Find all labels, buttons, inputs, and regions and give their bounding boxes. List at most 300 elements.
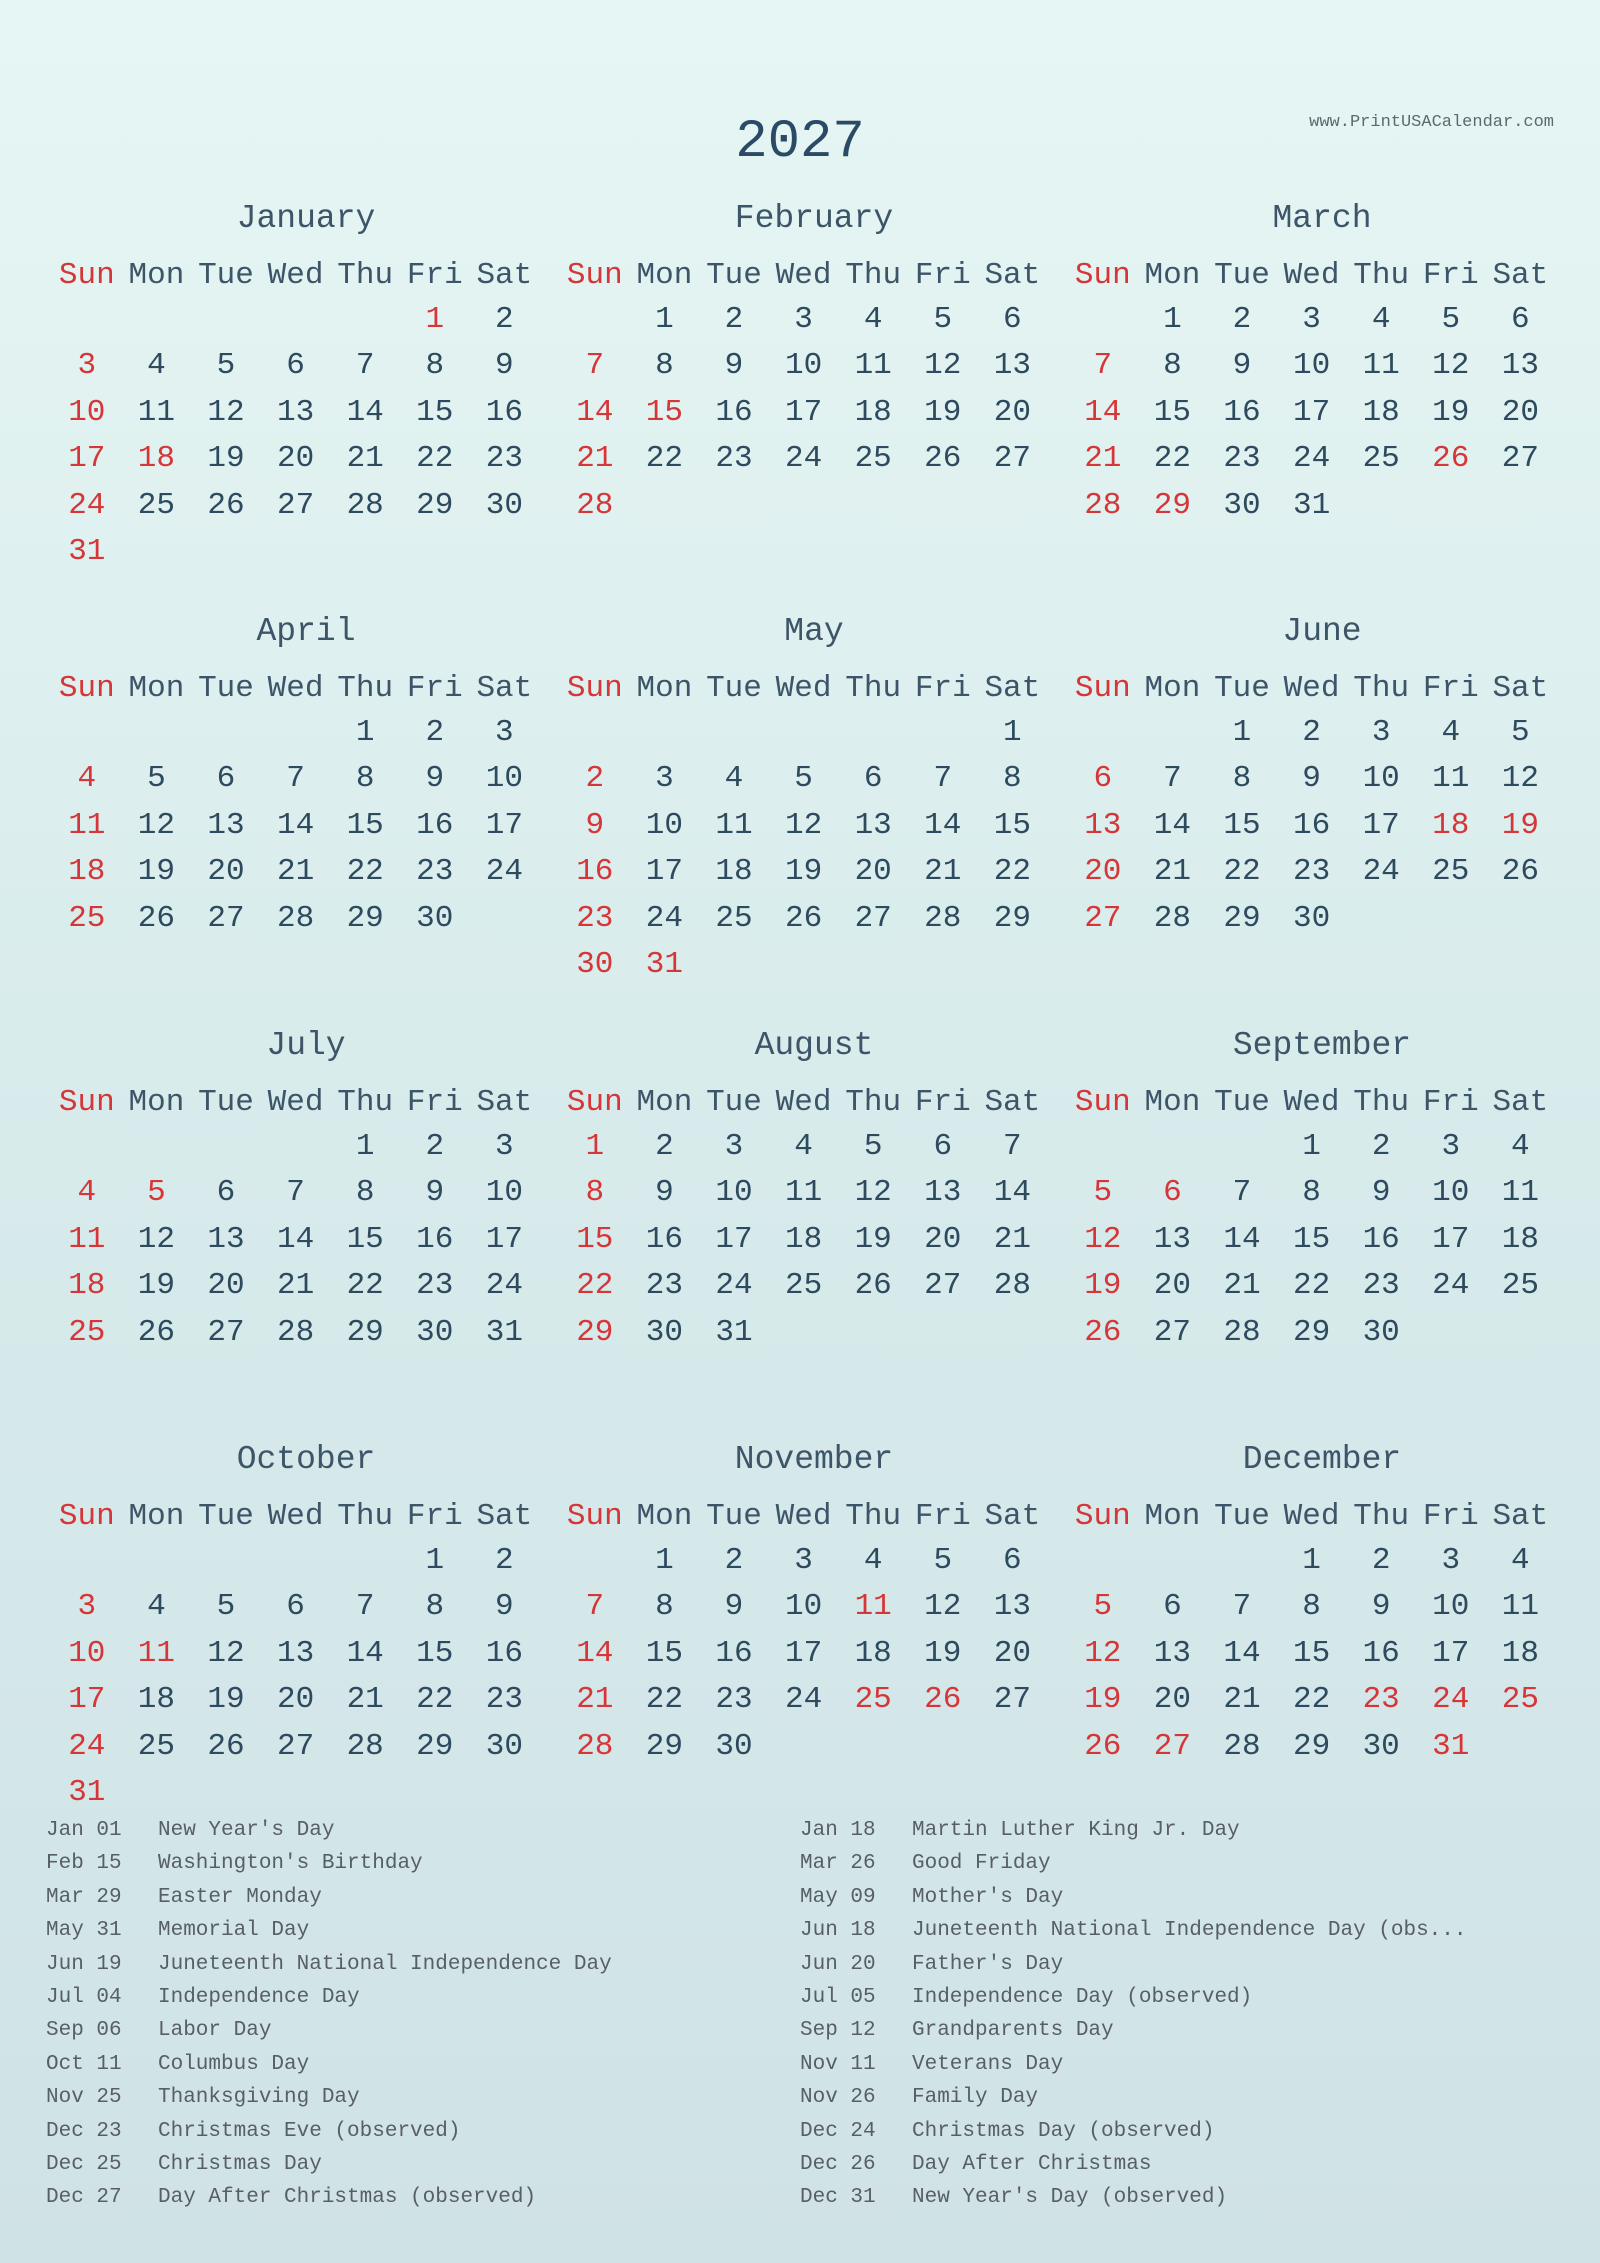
day-cell: 28 <box>924 900 962 936</box>
day-cell: 17 <box>645 854 683 890</box>
day-cell: 24 <box>1362 854 1400 890</box>
month-june <box>1068 613 1576 942</box>
day-cell: 2 <box>724 1543 744 1578</box>
day-cell: 26 <box>1084 1728 1122 1764</box>
weekday-label: Fri <box>1422 1085 1479 1120</box>
day-cell: 26 <box>924 1682 962 1718</box>
day-cell: 27 <box>1153 1314 1191 1350</box>
weekday-label: Sat <box>476 671 533 706</box>
day-cell: 20 <box>854 854 892 890</box>
empty-day-cell <box>838 710 908 756</box>
day-cell: 5 <box>933 1543 953 1578</box>
weekday-header <box>1068 1085 1576 1120</box>
month-title: April <box>256 613 356 650</box>
day-grid <box>52 1124 560 1356</box>
day-cell: 12 <box>854 1175 892 1211</box>
weekday-header <box>560 258 1068 293</box>
weekday-label: Sun <box>566 671 623 706</box>
day-cell: 13 <box>993 1589 1031 1625</box>
day-cell: 6 <box>1163 1175 1182 1211</box>
weekday-label: Sun <box>566 1085 623 1120</box>
holiday-row <box>800 2186 1560 2219</box>
weekday-label: Fri <box>1422 671 1479 706</box>
day-grid <box>560 710 1068 988</box>
day-cell: 11 <box>1501 1589 1539 1625</box>
day-cell: 15 <box>993 807 1031 843</box>
day-cell: 14 <box>993 1175 1031 1211</box>
weekday-label: Sat <box>1492 1499 1549 1534</box>
holiday-date: Mar 29 <box>46 1885 122 1909</box>
day-cell: 23 <box>645 1268 683 1304</box>
day-cell: 11 <box>784 1175 823 1211</box>
day-cell: 30 <box>576 946 614 982</box>
day-cell: 25 <box>1432 854 1470 890</box>
day-cell: 23 <box>416 1268 454 1304</box>
empty-day-cell <box>261 1124 331 1170</box>
day-cell: 7 <box>355 1589 375 1625</box>
holiday-row <box>800 1986 1560 2019</box>
day-cell: 6 <box>1003 1543 1022 1578</box>
day-cell: 27 <box>207 1314 245 1350</box>
empty-day-cell <box>191 710 261 756</box>
holiday-date: Jul 05 <box>800 1985 876 2009</box>
holiday-date: Jan 18 <box>800 1819 876 1842</box>
day-grid <box>560 1538 1068 1770</box>
day-cell: 7 <box>286 761 305 797</box>
day-cell: 19 <box>784 854 823 890</box>
month-title: August <box>754 1027 874 1064</box>
day-cell: 15 <box>645 1635 683 1671</box>
day-cell: 13 <box>1153 1221 1191 1257</box>
day-cell: 27 <box>924 1268 962 1304</box>
day-cell: 31 <box>68 533 106 569</box>
day-cell: 12 <box>1432 348 1470 384</box>
weekday-label: Wed <box>267 671 324 706</box>
day-cell: 14 <box>276 807 315 843</box>
weekday-label: Thu <box>337 258 394 293</box>
day-cell: 15 <box>1292 1635 1331 1671</box>
holiday-row <box>800 2086 1560 2119</box>
weekday-label: Wed <box>775 258 832 293</box>
empty-day-cell <box>261 1538 331 1584</box>
weekday-label: Mon <box>636 1085 693 1120</box>
day-cell: 5 <box>216 348 236 384</box>
day-cell: 25 <box>854 441 892 477</box>
day-cell: 1 <box>425 1543 445 1578</box>
holiday-date: Feb 15 <box>46 1852 122 1876</box>
weekday-header <box>560 671 1068 706</box>
day-cell: 8 <box>655 1589 674 1625</box>
day-cell: 15 <box>1223 807 1261 843</box>
weekday-label: Mon <box>1144 258 1201 293</box>
holiday-name: Washington's Birthday <box>158 1852 423 1876</box>
day-cell: 23 <box>1362 1682 1400 1718</box>
day-cell: 17 <box>1362 807 1400 843</box>
day-cell: 8 <box>425 1589 445 1625</box>
weekday-label: Sun <box>1074 671 1131 706</box>
day-cell: 2 <box>495 1543 514 1578</box>
weekday-label: Sun <box>58 671 115 706</box>
weekday-label: Sat <box>1492 1085 1549 1120</box>
weekday-label: Mon <box>128 1085 185 1120</box>
weekday-label: Fri <box>1422 258 1479 293</box>
day-cell: 13 <box>854 807 892 843</box>
day-cell: 23 <box>1362 1268 1400 1304</box>
day-cell: 1 <box>1302 1129 1321 1164</box>
day-cell: 8 <box>1163 348 1182 384</box>
day-cell: 29 <box>993 900 1031 936</box>
day-cell: 16 <box>576 854 614 890</box>
day-cell: 30 <box>1362 1728 1400 1764</box>
empty-day-cell <box>122 1538 192 1584</box>
weekday-label: Sun <box>58 1499 115 1534</box>
holiday-date: Jun 18 <box>800 1919 876 1943</box>
weekday-label: Mon <box>1144 1499 1201 1534</box>
day-cell: 22 <box>1292 1268 1331 1304</box>
day-cell: 18 <box>854 1635 892 1671</box>
weekday-label: Thu <box>845 258 902 293</box>
day-cell: 28 <box>276 900 315 936</box>
day-cell: 6 <box>863 761 883 797</box>
empty-day-cell <box>191 297 261 343</box>
day-cell: 18 <box>1501 1221 1539 1257</box>
day-cell: 12 <box>137 1221 175 1257</box>
holiday-row <box>46 2120 806 2153</box>
weekday-label: Fri <box>406 1499 463 1534</box>
day-cell: 26 <box>137 1314 175 1350</box>
day-cell: 24 <box>1432 1682 1470 1718</box>
day-cell: 18 <box>137 1682 175 1718</box>
day-cell: 12 <box>924 348 962 384</box>
holiday-row <box>46 1953 806 1986</box>
day-cell: 11 <box>854 348 892 384</box>
day-cell: 14 <box>924 807 962 843</box>
day-cell: 9 <box>425 761 445 797</box>
day-cell: 19 <box>137 854 175 890</box>
empty-day-cell <box>560 710 630 756</box>
day-cell: 1 <box>1232 715 1252 750</box>
holiday-date: Nov 26 <box>800 2086 876 2110</box>
day-cell: 9 <box>495 348 514 384</box>
holiday-row <box>800 2019 1560 2052</box>
weekday-label: Mon <box>128 258 185 293</box>
holiday-date: Jun 19 <box>46 1952 122 1976</box>
day-cell: 3 <box>1302 302 1321 337</box>
weekday-label: Fri <box>914 258 971 293</box>
day-cell: 20 <box>1153 1682 1191 1718</box>
month-title: December <box>1242 1441 1402 1478</box>
weekday-header <box>52 1499 560 1534</box>
weekday-label: Sun <box>566 1499 623 1534</box>
day-cell: 7 <box>1163 761 1182 797</box>
empty-day-cell <box>1068 1538 1138 1584</box>
day-cell: 11 <box>137 1635 175 1671</box>
day-cell: 30 <box>416 1314 454 1350</box>
holiday-date: Nov 25 <box>46 2086 122 2110</box>
day-cell: 19 <box>1084 1268 1122 1304</box>
day-grid <box>1068 710 1576 942</box>
day-cell: 7 <box>585 1589 605 1625</box>
day-cell: 20 <box>207 854 245 890</box>
empty-day-cell <box>52 1124 122 1170</box>
weekday-label: Wed <box>267 1499 324 1534</box>
day-cell: 27 <box>854 900 892 936</box>
day-cell: 18 <box>1501 1635 1539 1671</box>
day-cell: 29 <box>1292 1314 1331 1350</box>
day-cell: 29 <box>645 1728 683 1764</box>
day-cell: 21 <box>1153 854 1191 890</box>
day-cell: 24 <box>784 441 823 477</box>
empty-day-cell <box>1068 1124 1138 1170</box>
holiday-name: New Year's Day (observed) <box>912 2186 1228 2210</box>
day-cell: 14 <box>346 394 384 430</box>
day-cell: 27 <box>276 1728 315 1764</box>
day-cell: 4 <box>1371 302 1391 337</box>
day-cell: 28 <box>993 1268 1031 1304</box>
weekday-label: Sat <box>476 258 533 293</box>
day-cell: 29 <box>1223 900 1261 936</box>
day-cell: 11 <box>715 807 753 843</box>
day-cell: 30 <box>715 1728 753 1764</box>
day-cell: 9 <box>655 1175 674 1211</box>
day-cell: 14 <box>1223 1221 1261 1257</box>
day-cell: 5 <box>1093 1589 1113 1625</box>
day-cell: 12 <box>924 1589 962 1625</box>
day-cell: 31 <box>645 946 683 982</box>
day-cell: 25 <box>1501 1682 1539 1718</box>
day-cell: 7 <box>1003 1129 1022 1164</box>
day-cell: 1 <box>425 302 445 337</box>
day-cell: 10 <box>68 394 106 430</box>
day-cell: 21 <box>346 441 384 477</box>
day-cell: 29 <box>346 900 384 936</box>
day-cell: 28 <box>1153 900 1191 936</box>
day-cell: 10 <box>715 1175 753 1211</box>
holiday-name: Labor Day <box>158 2019 272 2043</box>
weekday-label: Thu <box>337 671 394 706</box>
day-cell: 23 <box>576 900 614 936</box>
day-cell: 13 <box>207 1221 245 1257</box>
holiday-date: Sep 06 <box>46 2019 122 2043</box>
month-title: June <box>1282 613 1362 650</box>
day-grid <box>1068 297 1576 529</box>
holiday-date: Jan 01 <box>46 1819 122 1842</box>
day-cell: 3 <box>495 715 514 750</box>
weekday-header <box>1068 1499 1576 1534</box>
weekday-label: Tue <box>706 1499 762 1534</box>
month-november <box>560 1441 1068 1770</box>
day-cell: 7 <box>1232 1589 1252 1625</box>
day-cell: 24 <box>485 854 523 890</box>
holiday-row <box>800 2153 1560 2186</box>
day-cell: 3 <box>495 1129 514 1164</box>
day-cell: 30 <box>1292 900 1331 936</box>
day-cell: 8 <box>655 348 674 384</box>
day-cell: 26 <box>1084 1314 1122 1350</box>
holiday-row <box>46 1886 806 1919</box>
day-cell: 24 <box>715 1268 753 1304</box>
day-cell: 1 <box>585 1129 605 1164</box>
day-cell: 12 <box>207 1635 245 1671</box>
empty-day-cell <box>560 1538 630 1584</box>
day-cell: 16 <box>1362 1635 1400 1671</box>
day-cell: 26 <box>784 900 823 936</box>
day-cell: 6 <box>216 1175 236 1211</box>
day-cell: 20 <box>924 1221 962 1257</box>
day-cell: 5 <box>1511 715 1530 750</box>
holiday-date: May 31 <box>46 1919 122 1943</box>
empty-day-cell <box>52 1538 122 1584</box>
day-cell: 10 <box>1362 761 1400 797</box>
day-grid <box>52 297 560 575</box>
holiday-name: Easter Monday <box>158 1885 322 1909</box>
weekday-label: Tue <box>706 1085 762 1120</box>
holiday-name: Thanksgiving Day <box>158 2086 360 2110</box>
month-january <box>52 200 560 575</box>
day-cell: 8 <box>1302 1175 1321 1211</box>
day-cell: 31 <box>1292 487 1331 523</box>
day-cell: 4 <box>1441 715 1461 750</box>
day-grid <box>560 1124 1068 1356</box>
weekday-label: Wed <box>775 1085 832 1120</box>
holiday-row <box>46 1919 806 1952</box>
day-cell: 30 <box>645 1314 683 1350</box>
day-cell: 25 <box>715 900 753 936</box>
day-cell: 26 <box>207 487 245 523</box>
day-cell: 26 <box>924 441 962 477</box>
day-cell: 9 <box>724 1589 744 1625</box>
day-grid <box>1068 1538 1576 1770</box>
day-cell: 23 <box>416 854 454 890</box>
day-cell: 23 <box>485 441 523 477</box>
holiday-row <box>46 1819 806 1852</box>
day-cell: 9 <box>585 807 605 843</box>
weekday-label: Mon <box>128 1499 185 1534</box>
day-cell: 26 <box>1432 441 1470 477</box>
weekday-label: Tue <box>198 258 254 293</box>
weekday-label: Sun <box>58 258 115 293</box>
day-cell: 4 <box>863 302 883 337</box>
holiday-date: Dec 31 <box>800 2186 876 2210</box>
day-cell: 22 <box>1153 441 1191 477</box>
weekday-header <box>1068 671 1576 706</box>
day-cell: 15 <box>416 394 454 430</box>
holiday-name: Christmas Day <box>158 2152 322 2176</box>
empty-day-cell <box>908 710 978 756</box>
holiday-name: Good Friday <box>912 1852 1051 1876</box>
day-cell: 21 <box>276 1268 315 1304</box>
holiday-date: Dec 23 <box>46 2119 122 2143</box>
day-cell: 26 <box>207 1728 245 1764</box>
day-cell: 29 <box>346 1314 384 1350</box>
weekday-header <box>560 1085 1068 1120</box>
empty-day-cell <box>122 710 192 756</box>
day-grid <box>52 710 560 942</box>
month-september <box>1068 1027 1576 1356</box>
holiday-name: New Year's Day <box>158 1819 335 1842</box>
day-cell: 16 <box>1292 807 1331 843</box>
holiday-name: Christmas Eve (observed) <box>158 2119 461 2143</box>
day-cell: 19 <box>137 1268 175 1304</box>
day-cell: 2 <box>1371 1129 1391 1164</box>
month-title: January <box>236 200 376 237</box>
holiday-date: Oct 11 <box>46 2052 122 2076</box>
day-cell: 17 <box>1432 1635 1470 1671</box>
weekday-label: Wed <box>1283 1499 1340 1534</box>
weekday-label: Sat <box>984 1085 1041 1120</box>
weekday-label: Wed <box>775 1499 832 1534</box>
day-cell: 25 <box>137 1728 175 1764</box>
day-cell: 1 <box>1302 1543 1321 1578</box>
day-cell: 13 <box>1084 807 1122 843</box>
day-cell: 12 <box>1501 761 1539 797</box>
day-cell: 18 <box>68 854 106 890</box>
month-title: October <box>236 1441 376 1478</box>
day-cell: 23 <box>485 1682 523 1718</box>
day-cell: 21 <box>1084 441 1122 477</box>
weekday-header <box>52 258 560 293</box>
day-cell: 21 <box>993 1221 1031 1257</box>
day-cell: 10 <box>784 348 823 384</box>
day-cell: 14 <box>346 1635 384 1671</box>
day-cell: 3 <box>1441 1129 1461 1164</box>
day-cell: 17 <box>485 1221 523 1257</box>
day-cell: 17 <box>1292 394 1331 430</box>
day-cell: 6 <box>1093 761 1113 797</box>
day-cell: 31 <box>68 1774 106 1810</box>
month-april <box>52 613 560 942</box>
weekday-label: Wed <box>267 1085 324 1120</box>
day-cell: 26 <box>137 900 175 936</box>
empty-day-cell <box>1207 1124 1277 1170</box>
holiday-name: Independence Day <box>158 1985 360 2009</box>
day-cell: 25 <box>1362 441 1400 477</box>
day-cell: 20 <box>993 1635 1031 1671</box>
weekday-label: Mon <box>636 671 693 706</box>
empty-day-cell <box>330 297 400 343</box>
empty-day-cell <box>769 710 839 756</box>
day-cell: 27 <box>1501 441 1539 477</box>
day-cell: 16 <box>416 1221 454 1257</box>
weekday-label: Tue <box>1214 1499 1270 1534</box>
day-cell: 18 <box>1432 807 1470 843</box>
weekday-header <box>52 671 560 706</box>
day-cell: 4 <box>1511 1543 1530 1578</box>
day-cell: 5 <box>933 302 953 337</box>
day-cell: 29 <box>416 1728 454 1764</box>
day-cell: 4 <box>1511 1129 1530 1164</box>
day-cell: 16 <box>1362 1221 1400 1257</box>
day-cell: 15 <box>1292 1221 1331 1257</box>
weekday-label: Sun <box>58 1085 115 1120</box>
day-cell: 21 <box>576 441 614 477</box>
month-title: May <box>784 613 844 650</box>
day-cell: 22 <box>645 1682 683 1718</box>
day-cell: 5 <box>863 1129 883 1164</box>
day-cell: 1 <box>355 715 375 750</box>
day-cell: 4 <box>724 761 744 797</box>
day-cell: 15 <box>346 807 384 843</box>
day-cell: 7 <box>585 348 605 384</box>
day-cell: 11 <box>1432 761 1470 797</box>
weekday-label: Tue <box>1214 258 1270 293</box>
day-cell: 4 <box>147 348 166 384</box>
day-cell: 2 <box>585 761 605 797</box>
weekday-label: Sun <box>566 258 623 293</box>
holiday-date: Mar 26 <box>800 1852 876 1876</box>
day-cell: 2 <box>1302 715 1321 750</box>
day-cell: 1 <box>1003 715 1022 750</box>
